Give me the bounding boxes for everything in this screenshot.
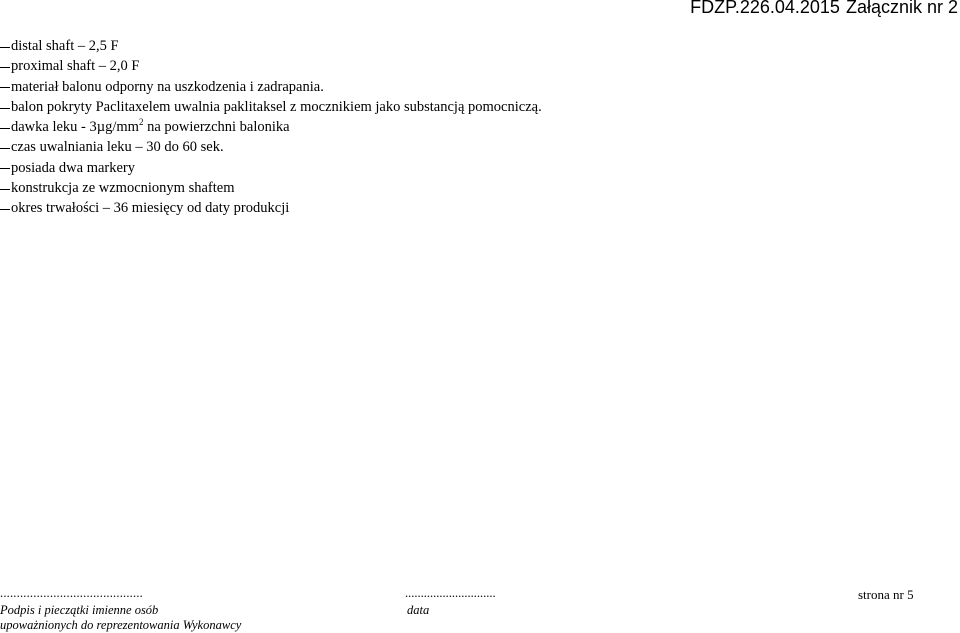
spec-text: konstrukcja ze wzmocnionym shaftem (11, 180, 235, 197)
spec-text: proximal shaft – 2,0 F (11, 58, 140, 75)
spec-text: posiada dwa markery (11, 159, 136, 176)
spec-text: czas uwalniania leku – 30 do 60 sek. (11, 139, 224, 156)
spec-text: balon pokryty Paclitaxelem uwalnia paklitaksel z mocznikiem jako substancją pomocniczą. (11, 98, 542, 115)
dash-bullet (0, 87, 10, 88)
specification-list (0, 36, 542, 219)
dose-suffix: na powierzchni balonika (143, 119, 290, 136)
dash-bullet (0, 168, 10, 169)
dose-exponent: 2 (138, 117, 144, 128)
signature-caption (0, 603, 241, 633)
spec-item (0, 56, 542, 76)
dash-bullet (0, 189, 10, 190)
annex-label: Załącznik nr 2 (845, 0, 958, 17)
spec-text: distal shaft – 2,5 F (11, 38, 119, 54)
signature-caption-line-1: Podpis i pieczątki imienne osób (0, 603, 159, 617)
spec-item (0, 117, 542, 137)
dose-text: dawka leku - 3µg/mm (11, 119, 139, 136)
dash-bullet (0, 108, 10, 109)
dash-bullet (0, 128, 10, 129)
dash-bullet (0, 67, 10, 68)
spec-item (0, 198, 542, 218)
spec-item (0, 77, 542, 97)
spec-item (0, 178, 542, 198)
page-footer (0, 584, 960, 632)
dash-bullet (0, 148, 10, 149)
dash-bullet (0, 47, 10, 48)
spec-item (0, 97, 542, 117)
date-caption: data (407, 603, 430, 617)
document-number: FDZP.226.04.2015 (690, 0, 840, 17)
spec-item (0, 137, 542, 157)
signature-caption-line-2: upoważnionych do reprezentowania Wykonawcy (0, 618, 242, 632)
spec-text (11, 117, 290, 137)
date-line: ............................. (405, 586, 496, 600)
spec-text: materiał balonu odporny na uszkodzenia i zadrapania. (11, 78, 324, 95)
spec-item (0, 36, 542, 56)
dash-bullet (0, 209, 10, 210)
signature-line: ........................................... (0, 586, 143, 600)
spec-item (0, 158, 542, 178)
document-reference (690, 0, 958, 17)
page-number: strona nr 5 (858, 587, 914, 602)
spec-text: okres trwałości – 36 miesięcy od daty produkcji (11, 200, 290, 217)
